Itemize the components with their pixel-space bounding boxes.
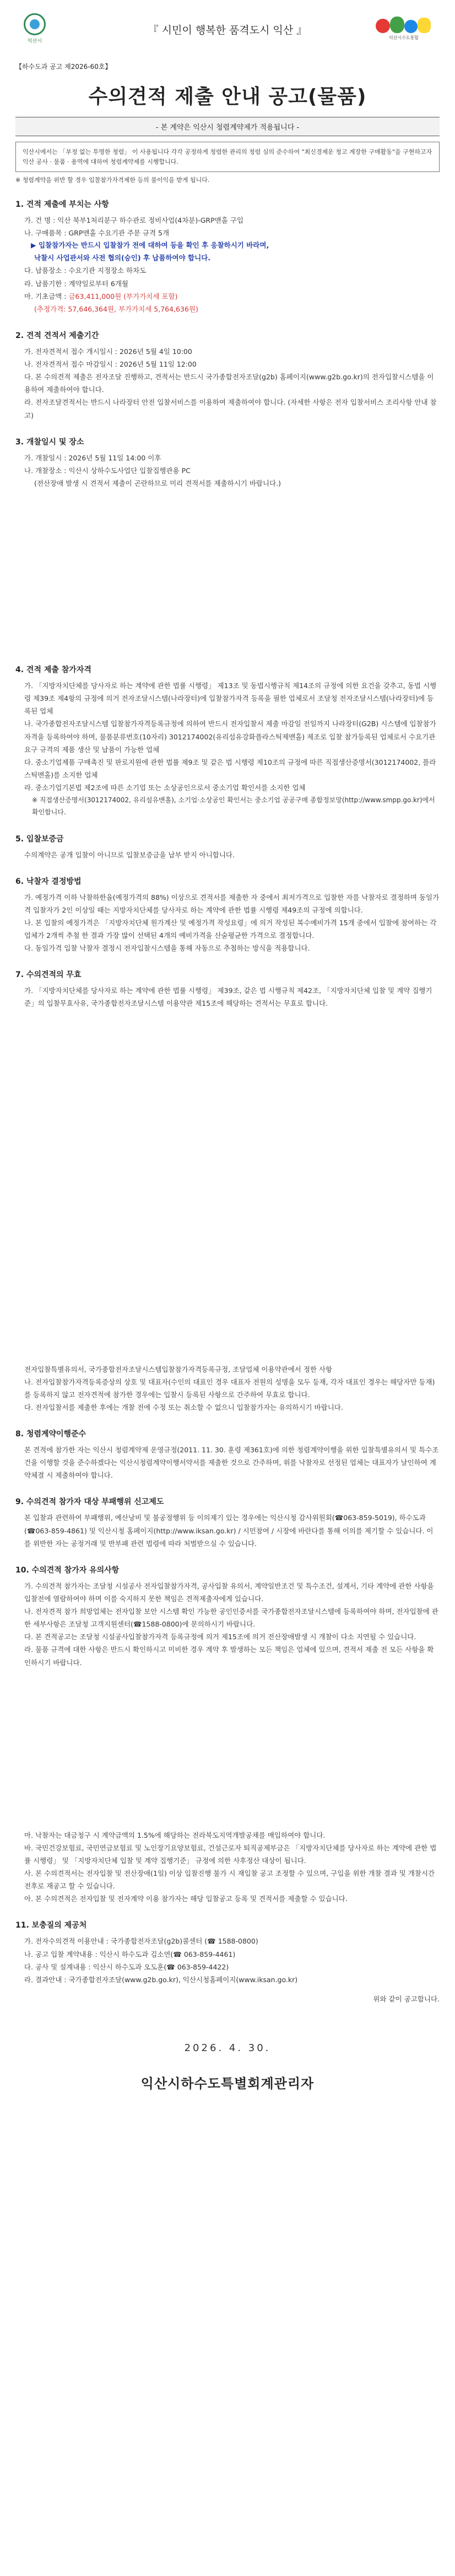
item-paragraph: 마. 낙찰자는 대금청구 시 계약금액의 1.5%에 해당하는 전라북도지역개발공채를 매입하여야 합니다. bbox=[24, 1831, 326, 1839]
highlight-notice: ▶ 입찰참가자는 반드시 입찰참가 전에 대하여 등을 확인 후 응찰하시기 바라며, bbox=[31, 241, 269, 250]
brand-shape-icon bbox=[376, 19, 390, 33]
brand-shape-icon bbox=[390, 17, 404, 33]
section-heading: 6. 낙찰자 결정방법 bbox=[15, 877, 82, 886]
item-paragraph: 나. 본 입찰의 예정가격은 「지방자치단체 원가계산 및 예정가격 작성요령」에 의거 작성된 복수예비가격 15개 중에서 입찰에 참여하는 각 업체가 2개씩 추첨 한 결과 가장 많이 선택된 4개의 예비가격을 산술평균한 가격으로 결정합니다. bbox=[24, 918, 437, 940]
item-line: 나. 전자견적서 접수 마감일시 : 2026년 5월 11일 12:00 bbox=[24, 360, 197, 369]
item-paragraph: 나. 전자입찰참가자격등록증상의 상호 및 대표자(수인의 대표인 경우 대표자 전원의 성명을 모두 등재, 각자 대표인 경우는 해당자만 등재)를 등록하지 않고 전자견적에 참가한 경우에는 입찰시 등록된 사항으로 간주하여 무효로 합니다. bbox=[24, 1377, 435, 1399]
section-heading: 3. 개찰일시 및 장소 bbox=[15, 437, 84, 447]
document-number: 【하수도과 공고 제2026-60호】 bbox=[15, 63, 112, 71]
item-paragraph: 다. 본 수의견적 제출은 전자조달 진행하고, 견적서는 반드시 국가종합전자조달(g2b) 홈페이지(www.g2b.go.kr)의 전자입찰시스템을 이용하여 제출하여야 합니다. bbox=[24, 373, 434, 394]
item-paragraph: 아. 본 수의견적은 전자입찰 및 전자계약 이용 참가자는 해당 입찰공고 등록 및 견적서를 제출할 수 있습니다. bbox=[24, 1895, 348, 1903]
item-paragraph: 본 견적에 참가한 자는 익산시 청렴계약제 운영규정(2011. 11. 30. 훈령 제361호)에 의한 청렴계약이행을 위한 입찰특별유의서 및 특수조건을 이행할 것을 준수하겠다는 익산시청렴계약이행서약서를 제출한 것으로 간주하며, 위를 낙찰자로 선정된 업체는 대표자가 날인하여 계약체결 시 제출하여야 합니다. bbox=[24, 1446, 439, 1480]
item-line: 가. 개찰일시 : 2026년 5월 11일 14:00 이후 bbox=[24, 453, 161, 462]
item-line: 나. 구매품목 : GRP맨홀 수요기관 주문 규격 5개 bbox=[24, 229, 170, 238]
spacer bbox=[15, 1010, 440, 1363]
section-heading: 9. 수의견적 참가자 대상 부패행위 신고제도 bbox=[15, 1498, 164, 1507]
item-line: 나. 개찰장소 : 익산시 상하수도사업단 입찰집행관용 PC bbox=[24, 466, 191, 475]
section-heading: 5. 입찰보증금 bbox=[15, 834, 64, 844]
item-paragraph: 라. 전자조달견적서는 반드시 나라장터 안전 입찰서비스를 이용하여 제출하여야 합니다. (자세한 사항은 전자 입찰서비스 조리사항 안내 참고) bbox=[24, 398, 437, 420]
section-heading: 2. 견적 견적서 제출기간 bbox=[15, 331, 99, 340]
base-price-detail: (추정가격: 57,646,364원, 부가가치세 5,764,636원) bbox=[34, 304, 198, 313]
item-line: 다. 납품장소 : 수요기관 지정장소 하차도 bbox=[24, 266, 147, 275]
item-paragraph: 가. 「지방자치단체를 당사자로 하는 계약에 관한 법률 시행령」 제13조 및 동법시행규칙 제14조의 규정에 의한 요건을 갖추고, 동법 시행령 제39조 제4항의 규정에 의거 전자조달시스템(나라장터)에 입찰참가자격 등록을 필한 업체로서 조달청 전자조달시스템(나라장터)에 등록된 업체 bbox=[24, 681, 437, 716]
item-paragraph: 다. 본 견적공고는 조달청 시설공사입찰참가자격 등록규정에 의거 제15조에 의거 전산장애발생 시 개찰이 다소 지연될 수 있습니다. bbox=[24, 1633, 416, 1641]
item-note: (전산장애 발생 시 견적서 제출이 곤란하므로 미리 견적서를 제출하시기 바랍니다.) bbox=[34, 479, 281, 487]
brand-shape-icon bbox=[418, 18, 431, 33]
highlight-notice: 낙찰시 사업관서와 사전 협의(승인) 후 납품하여야 합니다. bbox=[34, 253, 211, 262]
page-title: 수의견적 제출 안내 공고(물품) bbox=[88, 85, 367, 108]
slogan: 『 시민이 행복한 품격도시 익산 』 bbox=[148, 24, 307, 36]
subtitle-bar: - 본 계약은 익산시 청렴계약제가 적용됩니다 - bbox=[15, 117, 440, 136]
item-paragraph: 가. 「지방자치단체를 당사자로 하는 계약에 관한 법률 시행령」 제39조, 같은 법 시행규칙 제42조, 「지방자치단체 입찰 및 계약 집행기준」의 입찰무효사유, 국가종합전자조달시스템 이용약관 제15조에 해당하는 견적서는 무효로 합니다. bbox=[24, 986, 432, 1008]
city-logo-caption: 익산시 bbox=[27, 39, 42, 44]
item-paragraph: 나. 전자견적 참가 희망업체는 전자입찰 보안 시스템 확인 가능한 공인인증서를 국가종합전자조달시스템에 등록하여야 하며, 전자입찰에 관한 세부사항은 조달청 고객지원센터(☎1588-0800)에 문의하시기 바랍니다. bbox=[24, 1607, 438, 1629]
item-label: 마. 기초금액 : bbox=[24, 292, 69, 300]
item-line: 가. 건 명 : 익산 북부1처리분구 하수관로 정비사업(4차분)-GRP맨홀 구입 bbox=[24, 216, 243, 225]
section-heading: 1. 견적 제출에 부치는 사항 bbox=[15, 200, 109, 210]
brand-logo bbox=[373, 17, 434, 41]
item-paragraph: 가. 수의견적 참가자는 조달청 시설공사 전자입찰참가자격, 공사입찰 유의서, 계약일반조건 및 특수조건, 설계서, 기타 계약에 관한 사항을 입찰전에 열람하여야 하며 이를 숙지하지 못한 책임은 견적제출자에게 있습니다. bbox=[24, 1581, 434, 1603]
item-paragraph: 다. 중소기업제품 구매촉진 및 판로지원에 관한 법률 제9조 및 같은 법 시행령 제10조의 규정에 따른 직접생산증명서(3012174002, 플라스틱맨홀)를 소지한 업체 bbox=[24, 758, 436, 779]
item-line: 다. 공사 및 설계내용 : 익산시 하수도과 오도훈(☎ 063-859-4422) bbox=[24, 1962, 229, 1971]
item-line bbox=[24, 290, 440, 303]
header bbox=[15, 0, 440, 58]
brand-shape-icon bbox=[404, 20, 418, 33]
item-paragraph: 사. 본 수의견적서는 전자입찰 및 전산장애(1일) 이상 입찰진행 불가 시 재입찰 공고 조정할 수 있으며, 구입을 위한 개찰 결과 및 개찰시간 전후로 재공고 할 수 있습니다. bbox=[24, 1869, 435, 1891]
item-paragraph: 가. 예정가격 이하 낙찰하한율(예정가격의 88%) 이상으로 견적서를 제출한 자 중에서 최저가격으로 입찰한 자를 낙찰자로 결정하며 동일가격 입찰자가 2인 이상일 때는 지방자치단체를 당사자로 하는 계약에 관한 법률 시행령 제49조의 규정에 의합니다. bbox=[24, 893, 440, 914]
section-heading: 4. 견적 제출 참가자격 bbox=[15, 666, 91, 675]
section-heading: 8. 청렴계약이행준수 bbox=[15, 1430, 86, 1439]
item-paragraph: 다. 동일가격 입찰 낙찰자 결정시 전자입찰시스템을 통해 자동으로 추첨하는 방식을 적용합니다. bbox=[24, 944, 310, 953]
spacer bbox=[15, 1669, 440, 1829]
item-line: 라. 결과안내 : 국가종합전자조달(www.g2b.go.kr), 익산시청홈페이지(www.iksan.go.kr) bbox=[24, 1975, 298, 1984]
item-line: 가. 전자수의견적 이용안내 : 국가종합전자조달(g2b)콜센터 (☎ 1588-0800) bbox=[24, 1937, 258, 1946]
spacer bbox=[15, 490, 440, 650]
item-line: 가. 전자견적서 접수 개시일시 : 2026년 5월 4일 10:00 bbox=[24, 347, 192, 356]
item-paragraph: 바. 국민건강보험료, 국민연금보험료 및 노인장기요양보험료, 건설근로자 퇴직공제부금은 「지방자치단체를 당사자로 하는 계약에 관한 법률 시행령」 및 「지방자치단체 입찰 및 계약 집행기준」 규정에 의한 사후정산 대상이 됩니다. bbox=[24, 1843, 437, 1865]
item-paragraph: 나. 국가종합전자조달시스템 입찰참가자격등록규정에 의하여 반드시 전자입찰서 제출 마감일 전일까지 나라장터(G2B) 시스템에 입찰참가자격을 등록하여야 하며, 물품분류번호(10자리) 3012174002(유리섬유강화플라스틱제맨홀) 제조로 입찰 참가등록된 업체로서 수요기관 요구 규격의 제품 생산 및 납품이 가능한 업체 bbox=[24, 720, 436, 754]
item-paragraph: 라. 물품 규격에 대한 사항은 반드시 확인하시고 미비한 경우 계약 후 발생하는 모든 책임은 업체에 있으며, 견적서 제출 전 모든 사항을 확인하시기 바랍니다. bbox=[24, 1645, 434, 1667]
base-price: 금63,411,000원 (부가가치세 포함) bbox=[68, 292, 178, 300]
section-heading: 10. 수의견적 참가자 유의사항 bbox=[15, 1565, 120, 1575]
issuer-signature: 익산시하수도특별회계관리자 bbox=[140, 2075, 315, 2091]
closing-statement: 위와 같이 공고합니다. bbox=[373, 1994, 440, 2003]
item-paragraph: 수의계약은 공개 입찰이 아니므로 입찰보증금을 납부 받지 아니합니다. bbox=[24, 850, 235, 859]
brand-logo-caption: 익산시수도통합 bbox=[388, 35, 419, 40]
notice-date: 2026. 4. 30. bbox=[184, 2042, 271, 2054]
item-note: ※ 직접생산증명서(3012174002, 유리섬유맨홀), 소기업·소상공인 확인서는 중소기업 공공구매 종합정보망(http://www.smpp.go.kr)에서 확인합니다. bbox=[32, 796, 435, 817]
item-paragraph: 다. 전자입찰서를 제출한 후에는 개찰 전에 수정 또는 취소할 수 없으니 입찰참가자는 유의하시기 바랍니다. bbox=[24, 1403, 343, 1412]
item-line: 나. 공고 입찰 계약내용 : 익산시 하수도과 김소연(☎ 063-859-4461) bbox=[24, 1950, 236, 1958]
item-paragraph: 전자입찰특별유의서, 국가종합전자조달시스템입찰참가자격등록규정, 조달업체 이용약관에서 정한 사항 bbox=[24, 1365, 333, 1373]
section-heading: 7. 수의견적의 무효 bbox=[15, 970, 82, 980]
item-paragraph: 본 입찰과 관련하여 부패행위, 예산낭비 및 불공정행위 등 이의제기 있는 경우에는 익산시청 감사위원회(☎063-859-5019), 하수도과(☎063-859-4861) 및 익산시청 홈페이지(http://www.iksan.go.kr) / 시민참여 / 시장에 바란다를 통해 이의를 제기할 수 있습니다. 이를 위반한 자는 공정거래 및 반부패 관련 법령에 따라 처벌받으실 수 있습니다. bbox=[24, 1514, 434, 1548]
integrity-warning: ※ 청렴계약을 위반 할 경우 입찰참가자격제한 등의 불이익을 받게 됩니다. bbox=[15, 176, 210, 184]
integrity-notice-box: 익산시에서는 「부정 없는 투명한 청렴」 이 사용됩니다 각각 공정하게 청렴한 관리의 청렴 심의 준수하여 "최신경제운 청고 계장한 구매활동"을 구현하고자 익산 공사 · 물품 · 용역에 대하여 청렴계약제를 시행합니다. bbox=[15, 142, 440, 172]
item-paragraph: 라. 중소기업기본법 제2조에 따른 소기업 또는 소상공인으로서 중소기업 확인서를 소지한 업체 bbox=[24, 783, 306, 792]
item-line: 라. 납품기한 : 계약일로부터 6개월 bbox=[24, 279, 129, 288]
section-heading: 11. 보충질의 제공처 bbox=[15, 1921, 87, 1930]
